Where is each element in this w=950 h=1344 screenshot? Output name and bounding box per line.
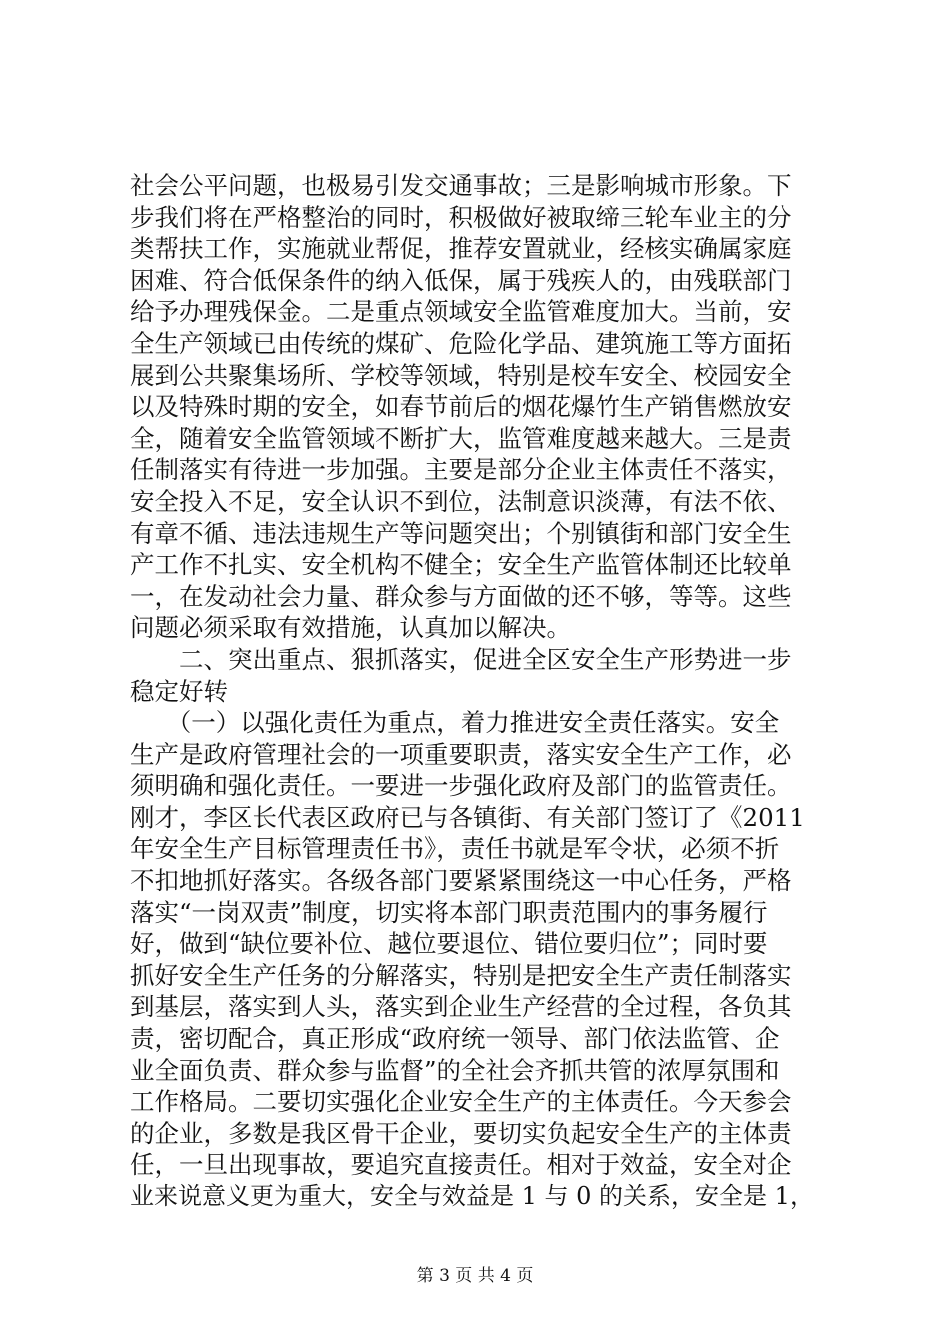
text-line: 全生产领域已由传统的煤矿、危险化学品、建筑施工等方面拓 bbox=[130, 328, 792, 358]
text-line: 有章不循、违法违规生产等问题突出；个别镇街和部门安全生 bbox=[130, 518, 792, 548]
text-line: 业来说意义更为重大，安全与效益是 1 与 0 的关系，安全是 1， bbox=[130, 1182, 814, 1210]
text-line: 稳定好转 bbox=[130, 676, 228, 706]
text-line: 类帮扶工作，实施就业帮促，推荐安置就业，经核实确属家庭 bbox=[130, 234, 792, 264]
text-line: （一）以强化责任为重点，着力推进安全责任落实。安全 bbox=[130, 708, 780, 738]
text-line: 到基层，落实到人头，落实到企业生产经营的全过程，各负其 bbox=[130, 992, 792, 1022]
text-line: 社会公平问题，也极易引发交通事故；三是影响城市形象。下 bbox=[130, 171, 792, 200]
text-line: 步我们将在严格整治的同时，积极做好被取缔三轮车业主的分 bbox=[130, 202, 792, 232]
text-line: 安全投入不足，安全认识不到位，法制意识淡薄，有法不依、 bbox=[130, 486, 792, 516]
page-footer: 第 3 页 共 4 页 bbox=[416, 1266, 534, 1286]
text-line: 全，随着安全监管领域不断扩大，监管难度越来越大。三是责 bbox=[130, 423, 792, 453]
text-line: 不扣地抓好落实。各级各部门要紧紧围绕这一中心任务，严格 bbox=[130, 866, 792, 896]
text-line: 一，在发动社会力量、群众参与方面做的还不够，等等。这些 bbox=[130, 581, 792, 611]
text-line: 落实“一岗双责”制度，切实将本部门职责范围内的事务履行 bbox=[130, 897, 768, 927]
text-line: 给予办理残保金。二是重点领域安全监管难度加大。当前，安 bbox=[130, 297, 792, 327]
text-line: 产工作不扎实、安全机构不健全；安全生产监管体制还比较单 bbox=[130, 550, 792, 580]
text-line: 生产是政府管理社会的一项重要职责，落实安全生产工作，必 bbox=[130, 739, 792, 769]
text-line: 以及特殊时期的安全，如春节前后的烟花爆竹生产销售燃放安 bbox=[130, 392, 792, 422]
text-line: 困难、符合低保条件的纳入低保，属于残疾人的，由残联部门 bbox=[130, 265, 792, 295]
text-line: 须明确和强化责任。一要进一步强化政府及部门的监管责任。 bbox=[130, 771, 792, 801]
text-line: 刚才，李区长代表区政府已与各镇街、有关部门签订了《2011 bbox=[130, 802, 805, 832]
text-line: 任，一旦出现事故，要追究直接责任。相对于效益，安全对企 bbox=[130, 1150, 792, 1180]
text-line: 责，密切配合，真正形成“政府统一领导、部门依法监管、企 bbox=[130, 1024, 780, 1054]
text-line: 的企业，多数是我区骨干企业，要切实负起安全生产的主体责 bbox=[130, 1118, 792, 1148]
text-line: 任制落实有待进一步加强。主要是部分企业主体责任不落实， bbox=[130, 455, 792, 485]
text-line: 工作格局。二要切实强化企业安全生产的主体责任。今天参会 bbox=[130, 1087, 792, 1117]
text-line: 业全面负责、群众参与监督”的全社会齐抓共管的浓厚氛围和 bbox=[130, 1055, 780, 1085]
text-line: 抓好安全生产任务的分解落实，特别是把安全生产责任制落实 bbox=[130, 960, 792, 990]
text-line: 展到公共聚集场所、学校等领域，特别是校车安全、校园安全 bbox=[130, 360, 792, 390]
body-text bbox=[130, 170, 825, 1213]
text-line: 二、突出重点、狠抓落实，促进全区安全生产形势进一步 bbox=[130, 644, 792, 674]
text-line: 好，做到“缺位要补位、越位要退位、错位要归位”；同时要 bbox=[130, 929, 768, 959]
text-line: 年安全生产目标管理责任书》，责任书就是军令状，必须不折 bbox=[130, 834, 780, 864]
text-line: 问题必须采取有效措施，认真加以解决。 bbox=[130, 613, 571, 643]
